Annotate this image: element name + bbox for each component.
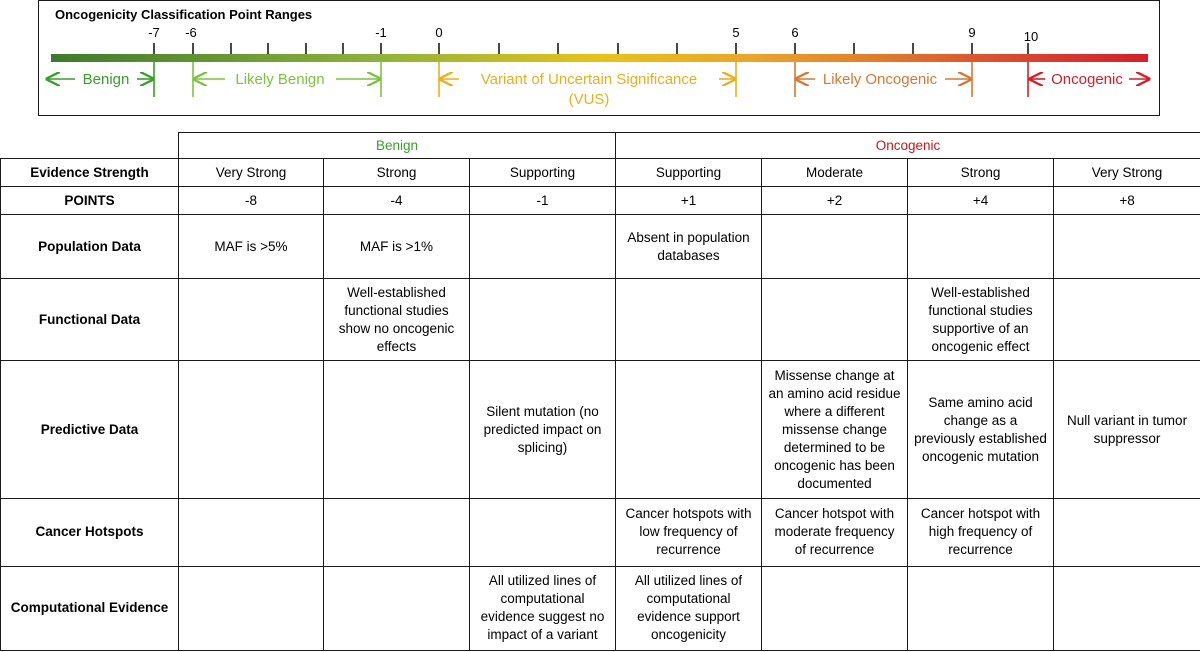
table-cell (470, 498, 616, 566)
table-cell (1054, 215, 1200, 279)
strength-cell: Very Strong (1054, 159, 1200, 187)
scale-title: Oncogenicity Classification Point Ranges (55, 7, 313, 22)
range-label-benign: Benign (82, 71, 130, 88)
cancer-hotspots-row (1, 498, 1200, 566)
points-cell: +8 (1054, 187, 1200, 215)
table-cell (470, 215, 616, 279)
tick-label: -7 (148, 25, 160, 40)
points-cell: -1 (470, 187, 616, 215)
tick-label: 10 (1023, 29, 1039, 44)
tick-label: 5 (732, 25, 740, 40)
row-label: Cancer Hotspots (1, 498, 179, 566)
tick-label: -6 (185, 25, 197, 40)
table-cell: Silent mutation (no predicted impact on splicing) (470, 361, 616, 498)
points-cell: -8 (179, 187, 324, 215)
strength-cell: Supporting (616, 159, 762, 187)
range-label-likely-benign: Likely Benign (235, 71, 325, 88)
row-label: POINTS (1, 187, 179, 215)
table-cell: Cancer hotspot with moderate frequency of recurrence (762, 498, 908, 566)
table-cell (324, 361, 470, 498)
table-cell: Well-established functional studies supportive of an oncogenic effect (908, 279, 1054, 361)
table-cell: All utilized lines of computational evidence suggest no impact of a variant (470, 566, 616, 650)
row-label: Population Data (1, 215, 179, 279)
table-cell: Missense change at an amino acid residue where a different missense change determined to be oncogenic has been documented (762, 361, 908, 498)
predictive-data-row (1, 361, 1200, 498)
strength-cell: Strong (324, 159, 470, 187)
row-label: Computational Evidence (1, 566, 179, 650)
group-header-row (1, 133, 1200, 159)
row-label: Evidence Strength (1, 159, 179, 187)
range-label-likely-oncogenic: Likely Oncogenic (822, 71, 938, 88)
table-cell (762, 279, 908, 361)
table-cell: Null variant in tumor suppressor (1054, 361, 1200, 498)
table-cell: Absent in population databases (616, 215, 762, 279)
table-cell (179, 279, 324, 361)
tick-label: 0 (435, 25, 443, 40)
range-label-oncogenic: Oncogenic (1051, 71, 1123, 88)
strength-cell: Strong (908, 159, 1054, 187)
group-benign: Benign (179, 133, 616, 159)
table-cell: MAF is >5% (179, 215, 324, 279)
strength-row (1, 159, 1200, 187)
tick-label: 9 (968, 25, 976, 40)
major-ticks (154, 43, 1028, 54)
evidence-table (0, 132, 1200, 651)
row-label: Predictive Data (1, 361, 179, 498)
table-cell: Well-established functional studies show no oncogenic effects (324, 279, 470, 361)
table-cell (179, 566, 324, 650)
point-range-scale (38, 0, 1160, 116)
table-cell: Cancer hotspots with low frequency of recurrence (616, 498, 762, 566)
table-cell (1054, 498, 1200, 566)
table-cell (324, 566, 470, 650)
minor-ticks (231, 43, 913, 54)
range-label-vus: Variant of Uncertain Significance (480, 71, 698, 88)
table-cell (616, 361, 762, 498)
strength-cell: Supporting (470, 159, 616, 187)
table-cell (616, 279, 762, 361)
points-cell: -4 (324, 187, 470, 215)
gradient-bar (51, 54, 1148, 62)
computational-evidence-row (1, 566, 1200, 650)
strength-cell: Very Strong (179, 159, 324, 187)
table-cell (1054, 279, 1200, 361)
range-label-vus-abbrev: (VUS) (568, 91, 610, 108)
table-cell: MAF is >1% (324, 215, 470, 279)
points-row (1, 187, 1200, 215)
corner-cell (1, 133, 179, 159)
group-oncogenic: Oncogenic (616, 133, 1200, 159)
functional-data-row (1, 279, 1200, 361)
tick-label: 6 (791, 25, 799, 40)
table-cell (1054, 566, 1200, 650)
table-cell (179, 498, 324, 566)
table-cell (324, 498, 470, 566)
table-cell: All utilized lines of computational evidence support oncogenicity (616, 566, 762, 650)
population-data-row (1, 215, 1200, 279)
scale-graphic (39, 1, 1161, 117)
table-cell (179, 361, 324, 498)
table-cell (470, 279, 616, 361)
table-cell (908, 215, 1054, 279)
table-cell: Same amino acid change as a previously established oncogenic mutation (908, 361, 1054, 498)
tick-label: -1 (375, 25, 387, 40)
table-cell (762, 566, 908, 650)
row-label: Functional Data (1, 279, 179, 361)
table-cell (762, 215, 908, 279)
table-cell (908, 566, 1054, 650)
points-cell: +4 (908, 187, 1054, 215)
points-cell: +1 (616, 187, 762, 215)
strength-cell: Moderate (762, 159, 908, 187)
points-cell: +2 (762, 187, 908, 215)
table-cell: Cancer hotspot with high frequency of recurrence (908, 498, 1054, 566)
